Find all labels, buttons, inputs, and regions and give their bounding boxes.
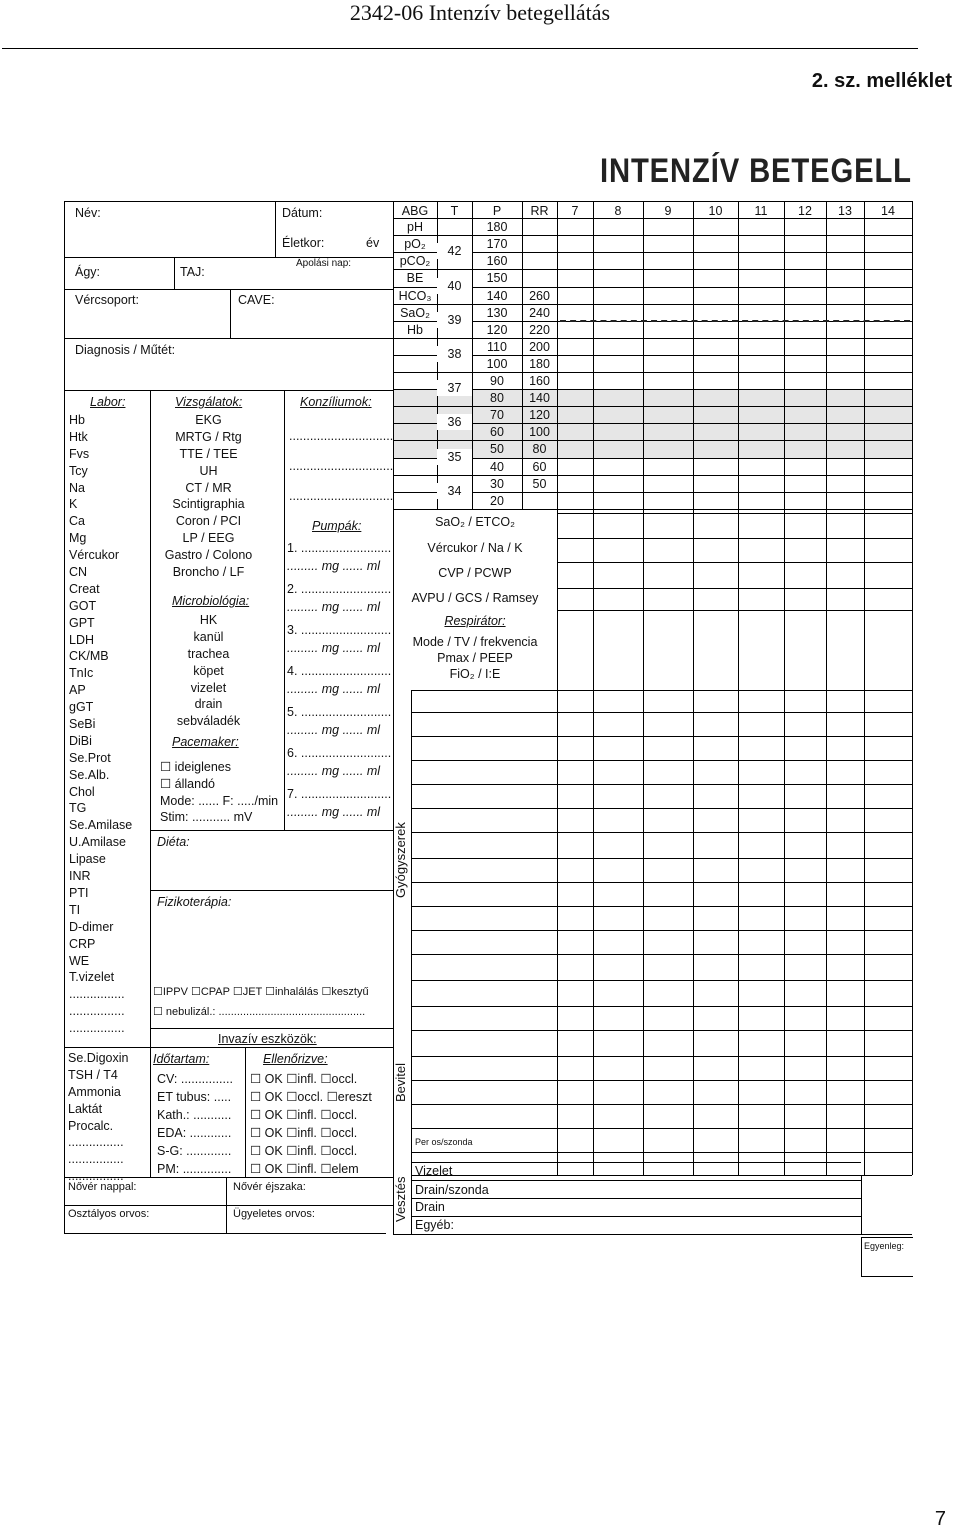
t-scale-value: 36: [437, 414, 472, 430]
hour-header-cell: 7: [571, 204, 579, 218]
p-scale-value: 110: [487, 340, 507, 354]
loss-other: Egyéb:: [415, 1218, 454, 1232]
test-item: UH: [199, 463, 218, 478]
grid-col-line: [861, 1175, 862, 1234]
pacemaker-title: Pacemaker:: [172, 735, 239, 749]
date-label: Dátum:: [282, 206, 323, 220]
labor-item: GPT: [69, 615, 95, 630]
consultation-line: ..............................: [289, 459, 394, 473]
hour-header-cell: 9: [664, 204, 672, 218]
p-scale-value: 40: [490, 460, 504, 474]
labor-item: ................: [69, 987, 125, 1002]
p-scale-value: 100: [486, 357, 508, 371]
grid-col-line: [643, 201, 644, 1175]
nebulize-label: ☐ nebulizál.: ................................................: [153, 1006, 366, 1018]
labor-extra-list: [68, 1050, 128, 1185]
pacemaker-stim: Stim: ........... mV: [160, 810, 253, 824]
grid-row-line: [411, 858, 912, 859]
labor-item: Fvs: [69, 446, 90, 461]
course-title: 2342-06 Intenzív betegellátás: [349, 0, 611, 25]
glucose-row: Vércukor / Na / K: [427, 541, 523, 555]
physio-label: Fizikoterápia:: [157, 895, 232, 909]
grid-row-line: [411, 930, 912, 931]
test-item: CT / MR: [185, 480, 232, 495]
grid-row-line: [411, 1104, 912, 1105]
grid-col-line: [593, 201, 594, 1175]
labor-extra-item: Ammonia: [68, 1084, 121, 1099]
grid-row-line: [411, 1152, 912, 1153]
rr-scale-value: 200: [529, 340, 550, 354]
labor-extra-item: Se.Digoxin: [68, 1051, 129, 1065]
age-label: Életkor:: [282, 236, 325, 250]
labor-item: Mg: [69, 531, 87, 546]
tests-list: [150, 412, 267, 581]
p-scale-value: 90: [490, 374, 504, 388]
age-unit: év: [366, 236, 380, 250]
chart-header-cell: RR: [530, 204, 549, 218]
labor-item: D-dimer: [69, 919, 114, 934]
grid-col-line: [693, 201, 694, 1175]
grid-row-line: [411, 832, 912, 833]
pacemaker-permanent: ☐ állandó: [160, 777, 215, 791]
labor-extra-item: Procalc.: [68, 1118, 114, 1133]
p-scale-value: 170: [486, 237, 508, 251]
microbiology-item: sebváladék: [176, 714, 241, 729]
labor-item: INR: [69, 869, 91, 884]
sao2-etco2-row: SaO₂ / ETCO₂: [435, 515, 515, 529]
grid-col-line: [826, 201, 827, 1175]
t-scale-value: 39: [437, 312, 472, 328]
loss-urine: Vizelet: [415, 1164, 453, 1178]
labor-item: GOT: [69, 598, 97, 613]
cvp-row: CVP / PCWP: [438, 566, 512, 580]
test-item: Scintigraphia: [172, 497, 245, 512]
grid-row-line: [411, 954, 912, 955]
pump-line: 5. ..........................: [287, 705, 392, 719]
labor-item: PTI: [69, 885, 89, 900]
microbiology-title: Microbiológia:: [172, 594, 250, 608]
header-rule: [2, 48, 918, 49]
grid-row-line: [411, 1056, 912, 1057]
grid-row-line: [411, 690, 912, 691]
annex-label: 2. sz. melléklet: [811, 70, 952, 92]
microbiology-item: trachea: [187, 646, 230, 661]
labor-item: CN: [69, 565, 88, 580]
resp-options: ☐IPPV ☐CPAP ☐JET ☐inhalálás ☐kesztyű: [153, 986, 369, 998]
hour-header-cell: 13: [838, 204, 852, 218]
diagnosis-label: Diagnosis / Műtét:: [75, 343, 176, 357]
grid-row-line: [557, 513, 912, 514]
invasive-status: ☐ OK ☐infl. ☐elem: [250, 1162, 359, 1176]
labor-item: Htk: [69, 429, 88, 444]
test-item: MRTG / Rtg: [175, 429, 242, 444]
grid-row-line: [393, 338, 912, 339]
abg-label: pH: [407, 220, 423, 234]
hour-header-cell: 8: [614, 204, 622, 218]
grid-row-line: [411, 906, 912, 907]
labor-item: gGT: [69, 700, 94, 715]
labor-item: AP: [69, 683, 86, 698]
t-scale-value: 34: [437, 483, 472, 499]
labor-item: CRP: [69, 936, 96, 951]
labor-item: LDH: [69, 632, 95, 647]
labor-list: [69, 412, 132, 1037]
labor-item: TnIc: [69, 666, 94, 681]
grid-row-line: [393, 509, 912, 510]
loss-row-line: [411, 1162, 861, 1163]
invasive-device: PM: ..............: [157, 1162, 232, 1176]
grid-row-line: [393, 235, 912, 236]
grid-row-line: [411, 1030, 912, 1031]
grid-row-line: [393, 406, 912, 407]
labor-extra-item: ................: [68, 1135, 124, 1150]
grid-row-line: [411, 980, 912, 981]
blood-group-label: Vércsoport:: [75, 293, 139, 307]
consultation-line: ..............................: [289, 429, 394, 443]
grid-col-line: [557, 509, 558, 1175]
pump-dose: ......... mg ...... ml: [287, 805, 381, 819]
grid-row-line: [411, 808, 912, 809]
grid-row-line: [411, 1006, 912, 1007]
p-scale-value: 60: [490, 425, 504, 439]
grid-row-line: [557, 610, 912, 611]
grid-row-line: [557, 538, 912, 539]
abg-label: SaO₂: [400, 306, 430, 320]
test-item: Broncho / LF: [172, 565, 245, 580]
rr-scale-value: 50: [532, 477, 547, 491]
invasive-status: ☐ OK ☐infl. ☐occl.: [250, 1126, 358, 1140]
rr-scale-value: 80: [532, 442, 547, 456]
duration-header: Időtartam:: [153, 1052, 210, 1066]
p-scale-value: 150: [486, 271, 508, 285]
grid-row-line: [393, 304, 912, 305]
microbiology-item: kanül: [193, 629, 224, 644]
grid-col-line: [738, 201, 739, 1175]
rr-scale-value: 260: [529, 289, 550, 303]
reference-dashed-line: [560, 320, 910, 322]
grid-row-line: [557, 588, 912, 589]
loss-row-line: [411, 1198, 861, 1199]
pump-line: 1. ..........................: [287, 541, 392, 555]
per-os-label: Per os/szonda: [415, 1137, 473, 1147]
test-item: Coron / PCI: [175, 514, 242, 529]
abg-label: BE: [406, 271, 424, 285]
respirator-fio2: FiO₂ / I:E: [449, 667, 501, 681]
labor-item: Hb: [69, 413, 85, 427]
balance-label: Egyenleg:: [864, 1241, 905, 1251]
form-title: INTENZÍV BETEGELL: [600, 152, 912, 190]
labor-item: TG: [69, 801, 87, 816]
p-scale-value: 120: [486, 323, 508, 337]
microbiology-item: drain: [194, 697, 223, 712]
chart-header-cell: T: [450, 204, 459, 218]
grid-row-line: [411, 1128, 912, 1129]
labor-item: Lipase: [69, 852, 106, 867]
labor-item: Ca: [69, 514, 85, 529]
p-scale-value: 160: [486, 254, 508, 268]
bed-label: Ágy:: [75, 265, 101, 279]
p-scale-value: 80: [490, 391, 504, 405]
tests-title: Vizsgálatok:: [175, 395, 243, 409]
invasive-device: ET tubus: .....: [157, 1090, 232, 1104]
grid-row-line: [411, 736, 912, 737]
labor-item: Se.Prot: [69, 750, 111, 765]
test-item: TTE / TEE: [179, 446, 238, 461]
avpu-row: AVPU / GCS / Ramsey: [411, 591, 539, 605]
invasive-status: ☐ OK ☐infl. ☐occl.: [250, 1108, 358, 1122]
invasive-status: ☐ OK ☐infl. ☐occl.: [250, 1072, 358, 1086]
microbiology-item: köpet: [193, 663, 224, 678]
pump-dose: ......... mg ...... ml: [287, 682, 381, 696]
loss-drain: Drain: [415, 1200, 445, 1214]
grid-row-line: [411, 882, 912, 883]
labor-item: K: [69, 497, 78, 512]
grid-col-line: [784, 201, 785, 1175]
name-label: Név:: [75, 206, 101, 220]
cave-label: CAVE:: [238, 293, 275, 307]
pacemaker-mode: Mode: ...... F: ...../min: [160, 794, 279, 808]
invasive-device: S-G: .............: [157, 1144, 232, 1158]
ward-doctor-label: Osztályos orvos:: [68, 1208, 150, 1220]
grid-row-line: [393, 475, 912, 476]
grid-row-line: [411, 1175, 912, 1176]
p-scale-value: 30: [490, 477, 504, 491]
labor-item: Tcy: [69, 463, 88, 478]
loss-row-line: [411, 1180, 861, 1181]
grid-row-line: [557, 562, 912, 563]
p-scale-value: 20: [490, 494, 504, 508]
p-scale-value: 180: [486, 220, 508, 234]
rr-scale-value: 240: [529, 306, 550, 320]
pumps-title: Pumpák:: [312, 519, 362, 533]
invasive-title: Invazív eszközök:: [218, 1032, 317, 1046]
labor-extra-item: Laktát: [68, 1101, 103, 1116]
grid-row-line: [411, 712, 912, 713]
grid-row-line: [411, 784, 912, 785]
grid-row-line: [393, 440, 912, 441]
chart-header-cell: P: [492, 204, 502, 218]
pump-line: 3. ..........................: [287, 623, 392, 637]
nurse-day-label: Nővér nappal:: [68, 1181, 137, 1193]
consultations-title: Konzíliumok:: [300, 395, 372, 409]
t-scale-value: 40: [437, 278, 472, 294]
grid-col-line: [864, 201, 865, 1175]
care-day-label: Ápolási nap:: [296, 258, 352, 269]
abg-label: pO₂: [404, 237, 426, 251]
labor-item: Se.Amilase: [69, 818, 133, 833]
hour-header-cell: 11: [754, 204, 768, 218]
p-scale-value: 50: [490, 442, 504, 456]
pump-line: 2. ..........................: [287, 582, 392, 596]
pump-line: 4. ..........................: [287, 664, 392, 678]
labor-item: CK/MB: [69, 649, 109, 664]
abg-label: HCO₃: [398, 289, 432, 303]
nurse-night-label: Nővér éjszaka:: [233, 1181, 306, 1193]
test-item: EKG: [195, 413, 222, 427]
p-scale-value: 70: [490, 408, 504, 422]
p-scale-value: 140: [486, 289, 508, 303]
grid-row-line: [393, 1234, 912, 1235]
t-scale-value: 38: [437, 346, 472, 362]
rr-scale-value: 60: [532, 460, 547, 474]
grid-col-line: [411, 690, 412, 1234]
labor-item: TI: [69, 902, 81, 917]
grid-row-line: [411, 760, 912, 761]
labor-item: SeBi: [69, 717, 96, 732]
pump-dose: ......... mg ...... ml: [287, 559, 381, 573]
grid-col-line: [912, 201, 913, 1175]
labor-extra-item: TSH / T4: [68, 1067, 118, 1082]
labor-item: U.Amilase: [69, 835, 126, 850]
labor-item: WE: [69, 953, 90, 968]
labor-item: Na: [69, 480, 85, 495]
labor-item: DiBi: [69, 733, 92, 748]
invasive-device: CV: ...............: [157, 1072, 233, 1086]
checked-header: Ellenőrizve:: [263, 1052, 328, 1066]
grid-row-line: [393, 201, 912, 202]
respirator-pmax: Pmax / PEEP: [437, 651, 513, 665]
respirator-title: Respirátor:: [444, 614, 506, 628]
hour-header-cell: 14: [881, 204, 895, 218]
loss-drain-tube: Drain/szonda: [415, 1183, 489, 1197]
page-number: 7: [934, 1508, 946, 1530]
labor-item: Chol: [69, 784, 95, 799]
pump-line: 6. ..........................: [287, 746, 392, 760]
abg-label: pCO₂: [399, 254, 431, 268]
microbiology-item: vizelet: [190, 680, 227, 695]
t-scale-value: 35: [437, 449, 472, 465]
labor-item: T.vizelet: [69, 970, 115, 985]
pump-line: 7. ..........................: [287, 787, 392, 801]
drugs-side-label: Gyógyszerek: [393, 822, 408, 898]
labor-item: Vércukor: [69, 548, 120, 563]
labor-item: Se.Alb.: [69, 767, 110, 782]
rr-scale-value: 120: [529, 408, 550, 422]
loss-row-line: [411, 1216, 861, 1217]
taj-label: TAJ:: [180, 265, 205, 279]
pump-dose: ......... mg ...... ml: [287, 600, 381, 614]
labor-item: Creat: [69, 581, 100, 596]
test-item: LP / EEG: [182, 531, 235, 546]
labor-extra-item: ................: [68, 1152, 124, 1167]
hour-header-cell: 10: [708, 204, 723, 218]
grid-row-line: [393, 269, 912, 270]
pump-dose: ......... mg ...... ml: [287, 764, 381, 778]
duty-doctor-label: Ügyeletes orvos:: [233, 1208, 315, 1220]
pump-dose: ......... mg ...... ml: [287, 641, 381, 655]
p-scale-value: 130: [486, 306, 508, 320]
microbiology-item: HK: [199, 613, 218, 627]
rr-scale-value: 160: [529, 374, 550, 388]
t-scale-value: 37: [437, 380, 472, 396]
chart-header-cell: ABG: [401, 204, 429, 218]
rr-scale-value: 140: [529, 391, 550, 405]
labor-item: ................: [69, 1021, 125, 1036]
rr-scale-value: 220: [529, 323, 550, 337]
t-scale-value: 42: [437, 243, 472, 259]
labor-item: ................: [69, 1004, 125, 1019]
rr-scale-value: 180: [529, 357, 550, 371]
microbiology-list: [150, 612, 267, 730]
intake-side-label: Bevitel: [393, 1062, 408, 1102]
pump-dose: ......... mg ...... ml: [287, 723, 381, 737]
diet-label: Diéta:: [157, 835, 190, 849]
invasive-device: Kath.: ...........: [157, 1108, 232, 1122]
consultation-line: ..............................: [289, 489, 394, 503]
pacemaker-temporary: ☐ ideiglenes: [160, 760, 231, 774]
invasive-status: ☐ OK ☐occl. ☐ereszt: [250, 1090, 372, 1104]
hour-header-cell: 12: [798, 204, 812, 218]
invasive-status: ☐ OK ☐infl. ☐occl.: [250, 1144, 358, 1158]
grid-row-line: [411, 1080, 912, 1081]
rr-scale-value: 100: [529, 425, 550, 439]
test-item: Gastro / Colono: [164, 548, 253, 563]
respirator-mode: Mode / TV / frekvencia: [412, 635, 538, 649]
loss-side-label: Vesztés: [393, 1176, 408, 1222]
labor-title: Labor:: [90, 395, 126, 409]
abg-label: Hb: [407, 323, 423, 337]
invasive-device: EDA: ............: [157, 1126, 232, 1140]
grid-row-line: [393, 372, 912, 373]
